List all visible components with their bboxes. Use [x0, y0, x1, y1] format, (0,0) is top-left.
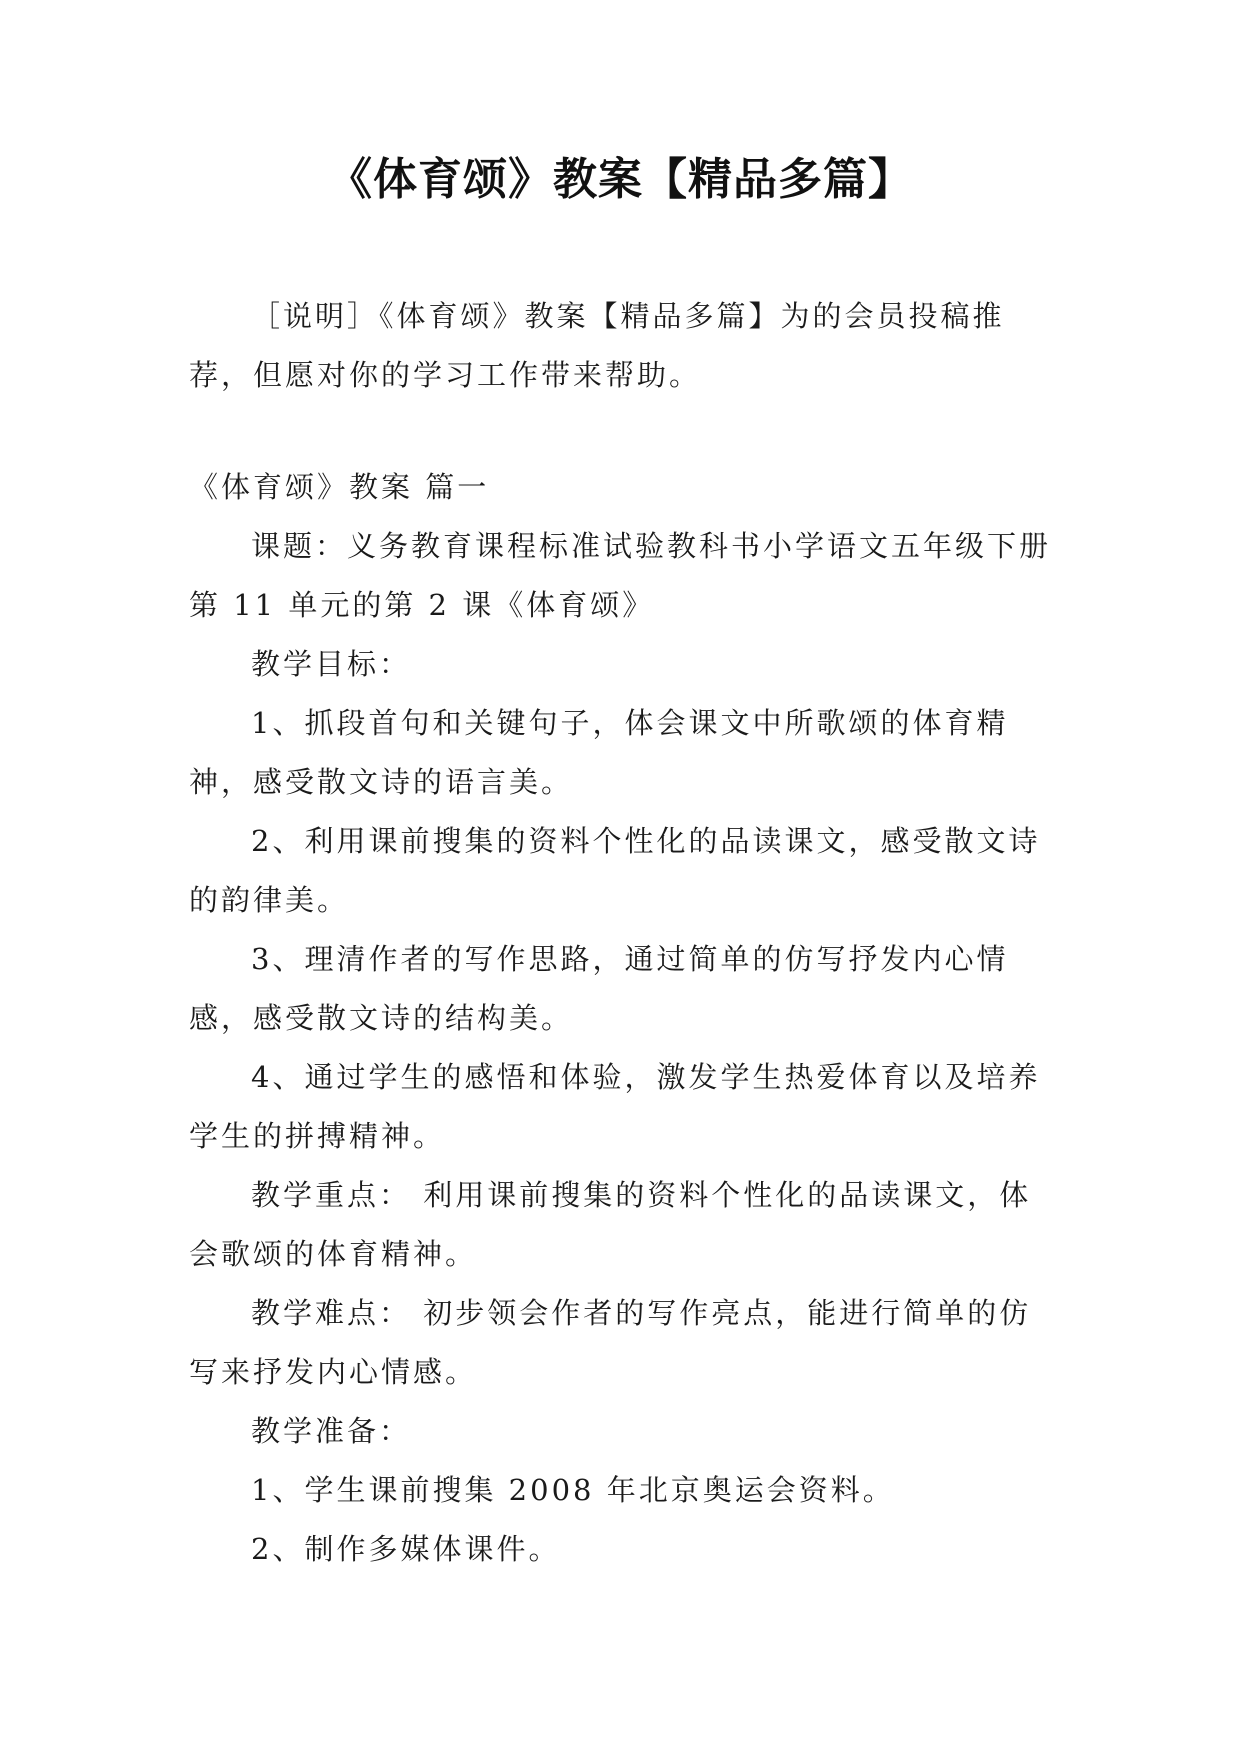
- goal-item: 3、理清作者的写作思路，通过简单的仿写抒发内心情感，感受散文诗的结构美。: [189, 942, 1009, 1035]
- section-heading: 《体育颂》教案 篇一: [189, 470, 490, 504]
- prep-item: 2、制作多媒体课件。: [251, 1532, 561, 1566]
- difficult-point-paragraph: 教学难点： 初步领会作者的写作亮点，能进行简单的仿写来抒发内心情感。: [189, 1296, 1032, 1389]
- prep-label: 教学准备：: [251, 1414, 412, 1448]
- document-title: 《体育颂》教案【精品多篇】: [328, 154, 913, 205]
- intro-paragraph: ［说明］《体育颂》教案【精品多篇】为的会员投稿推荐，但愿对你的学习工作带来帮助。: [189, 299, 1005, 392]
- goal-item: 1、抓段首句和关键句子，体会课文中所歌颂的体育精神，感受散文诗的语言美。: [189, 706, 1009, 799]
- key-point-paragraph: 教学重点： 利用课前搜集的资料个性化的品读课文，体会歌颂的体育精神。: [189, 1178, 1032, 1271]
- lesson-plan-section: [189, 458, 1055, 1579]
- goal-item: 2、利用课前搜集的资料个性化的品读课文，感受散文诗的韵律美。: [189, 824, 1041, 917]
- goal-item: 4、通过学生的感悟和体验，激发学生热爱体育以及培养学生的拼搏精神。: [189, 1060, 1041, 1153]
- prep-item: 1、学生课前搜集 2008 年北京奥运会资料。: [251, 1473, 895, 1507]
- goals-label: 教学目标：: [251, 647, 412, 681]
- topic-paragraph: 课题：义务教育课程标准试验教科书小学语文五年级下册第 11 单元的第 2 课《体育颂》: [189, 529, 1052, 622]
- intro-block: [189, 287, 1055, 405]
